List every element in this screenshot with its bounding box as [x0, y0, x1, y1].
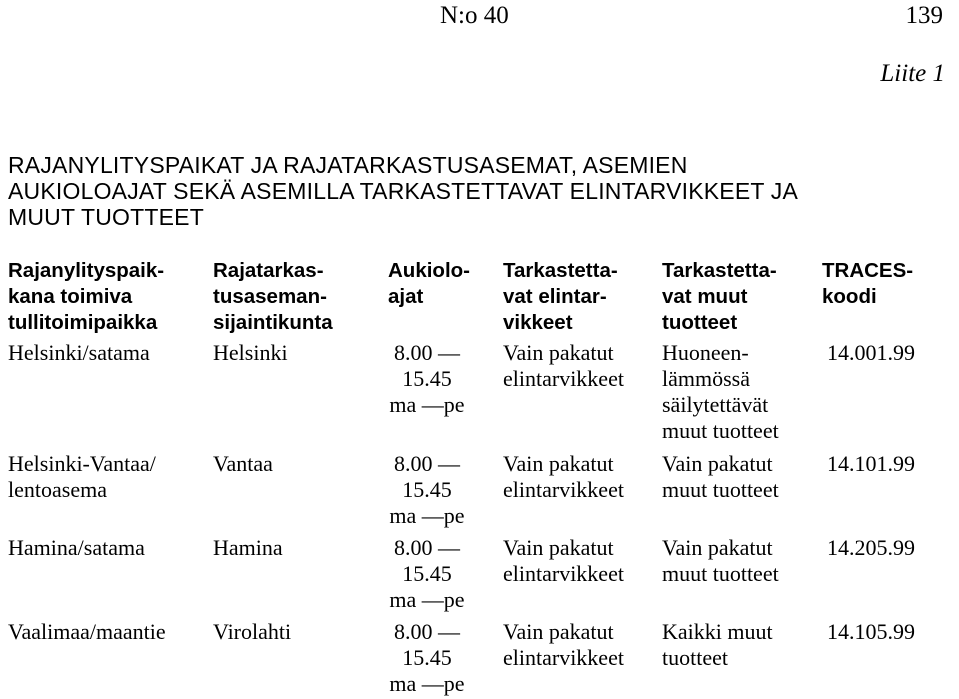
page-number: 139 [905, 2, 943, 29]
food-cell: Vain pakatut elintarvikkeet [503, 535, 624, 586]
crossing-point-cell: Helsinki/satama [8, 340, 150, 365]
other-products-cell: Huoneen- lämmössä säilytettävät muut tuotteet [662, 340, 779, 443]
traces-code-cell: 14.205.99 [827, 535, 915, 560]
column-header-traces-code: TRACES- koodi [822, 259, 914, 308]
hours-cell: 8.00 — 15.45 ma —pe [389, 535, 465, 612]
title-line: RAJANYLITYSPAIKAT JA RAJATARKASTUSASEMAT, ASEMIEN [8, 152, 688, 178]
column-header-inspected-food: Tarkastetta- vat elintar- vikkeet [503, 259, 618, 334]
hours-cell: 8.00 — 15.45 ma —pe [389, 451, 465, 528]
location-cell: Virolahti [213, 619, 292, 644]
annex-label: Liite 1 [880, 60, 945, 87]
traces-code-cell: 14.101.99 [827, 451, 915, 476]
location-cell: Vantaa [213, 451, 273, 476]
hours-cell: 8.00 — 15.45 ma —pe [389, 619, 465, 696]
food-cell: Vain pakatut elintarvikkeet [503, 451, 624, 502]
food-cell: Vain pakatut elintarvikkeet [503, 619, 624, 670]
column-header-crossing-point: Rajanylityspaik- kana toimiva tullitoimipaikka [8, 259, 165, 334]
traces-code-cell: 14.001.99 [827, 340, 915, 365]
location-cell: Helsinki [213, 340, 288, 365]
traces-code-cell: 14.105.99 [827, 619, 915, 644]
column-header-station-location: Rajatarkas- tusaseman- sijaintikunta [213, 259, 333, 334]
other-products-cell: Vain pakatut muut tuotteet [662, 535, 779, 586]
document-title [8, 152, 953, 230]
column-header-inspected-other: Tarkastetta- vat muut tuotteet [662, 259, 777, 334]
other-products-cell: Kaikki muut tuotteet [662, 619, 773, 670]
crossing-point-cell: Vaalimaa/maantie [8, 619, 166, 644]
column-header-opening-hours: Aukiolo- ajat [388, 259, 470, 308]
title-line: AUKIOLOAJAT SEKÄ ASEMILLA TARKASTETTAVAT ELINTARVIKKEET JA [8, 178, 799, 204]
other-products-cell: Vain pakatut muut tuotteet [662, 451, 779, 502]
hours-cell: 8.00 — 15.45 ma —pe [389, 340, 465, 417]
title-line: MUUT TUOTTEET [8, 204, 204, 230]
location-cell: Hamina [213, 535, 283, 560]
food-cell: Vain pakatut elintarvikkeet [503, 340, 624, 391]
crossing-point-cell: Helsinki-Vantaa/ lentoasema [8, 451, 156, 502]
crossing-point-cell: Hamina/satama [8, 535, 145, 560]
document-number: N:o 40 [440, 2, 509, 29]
